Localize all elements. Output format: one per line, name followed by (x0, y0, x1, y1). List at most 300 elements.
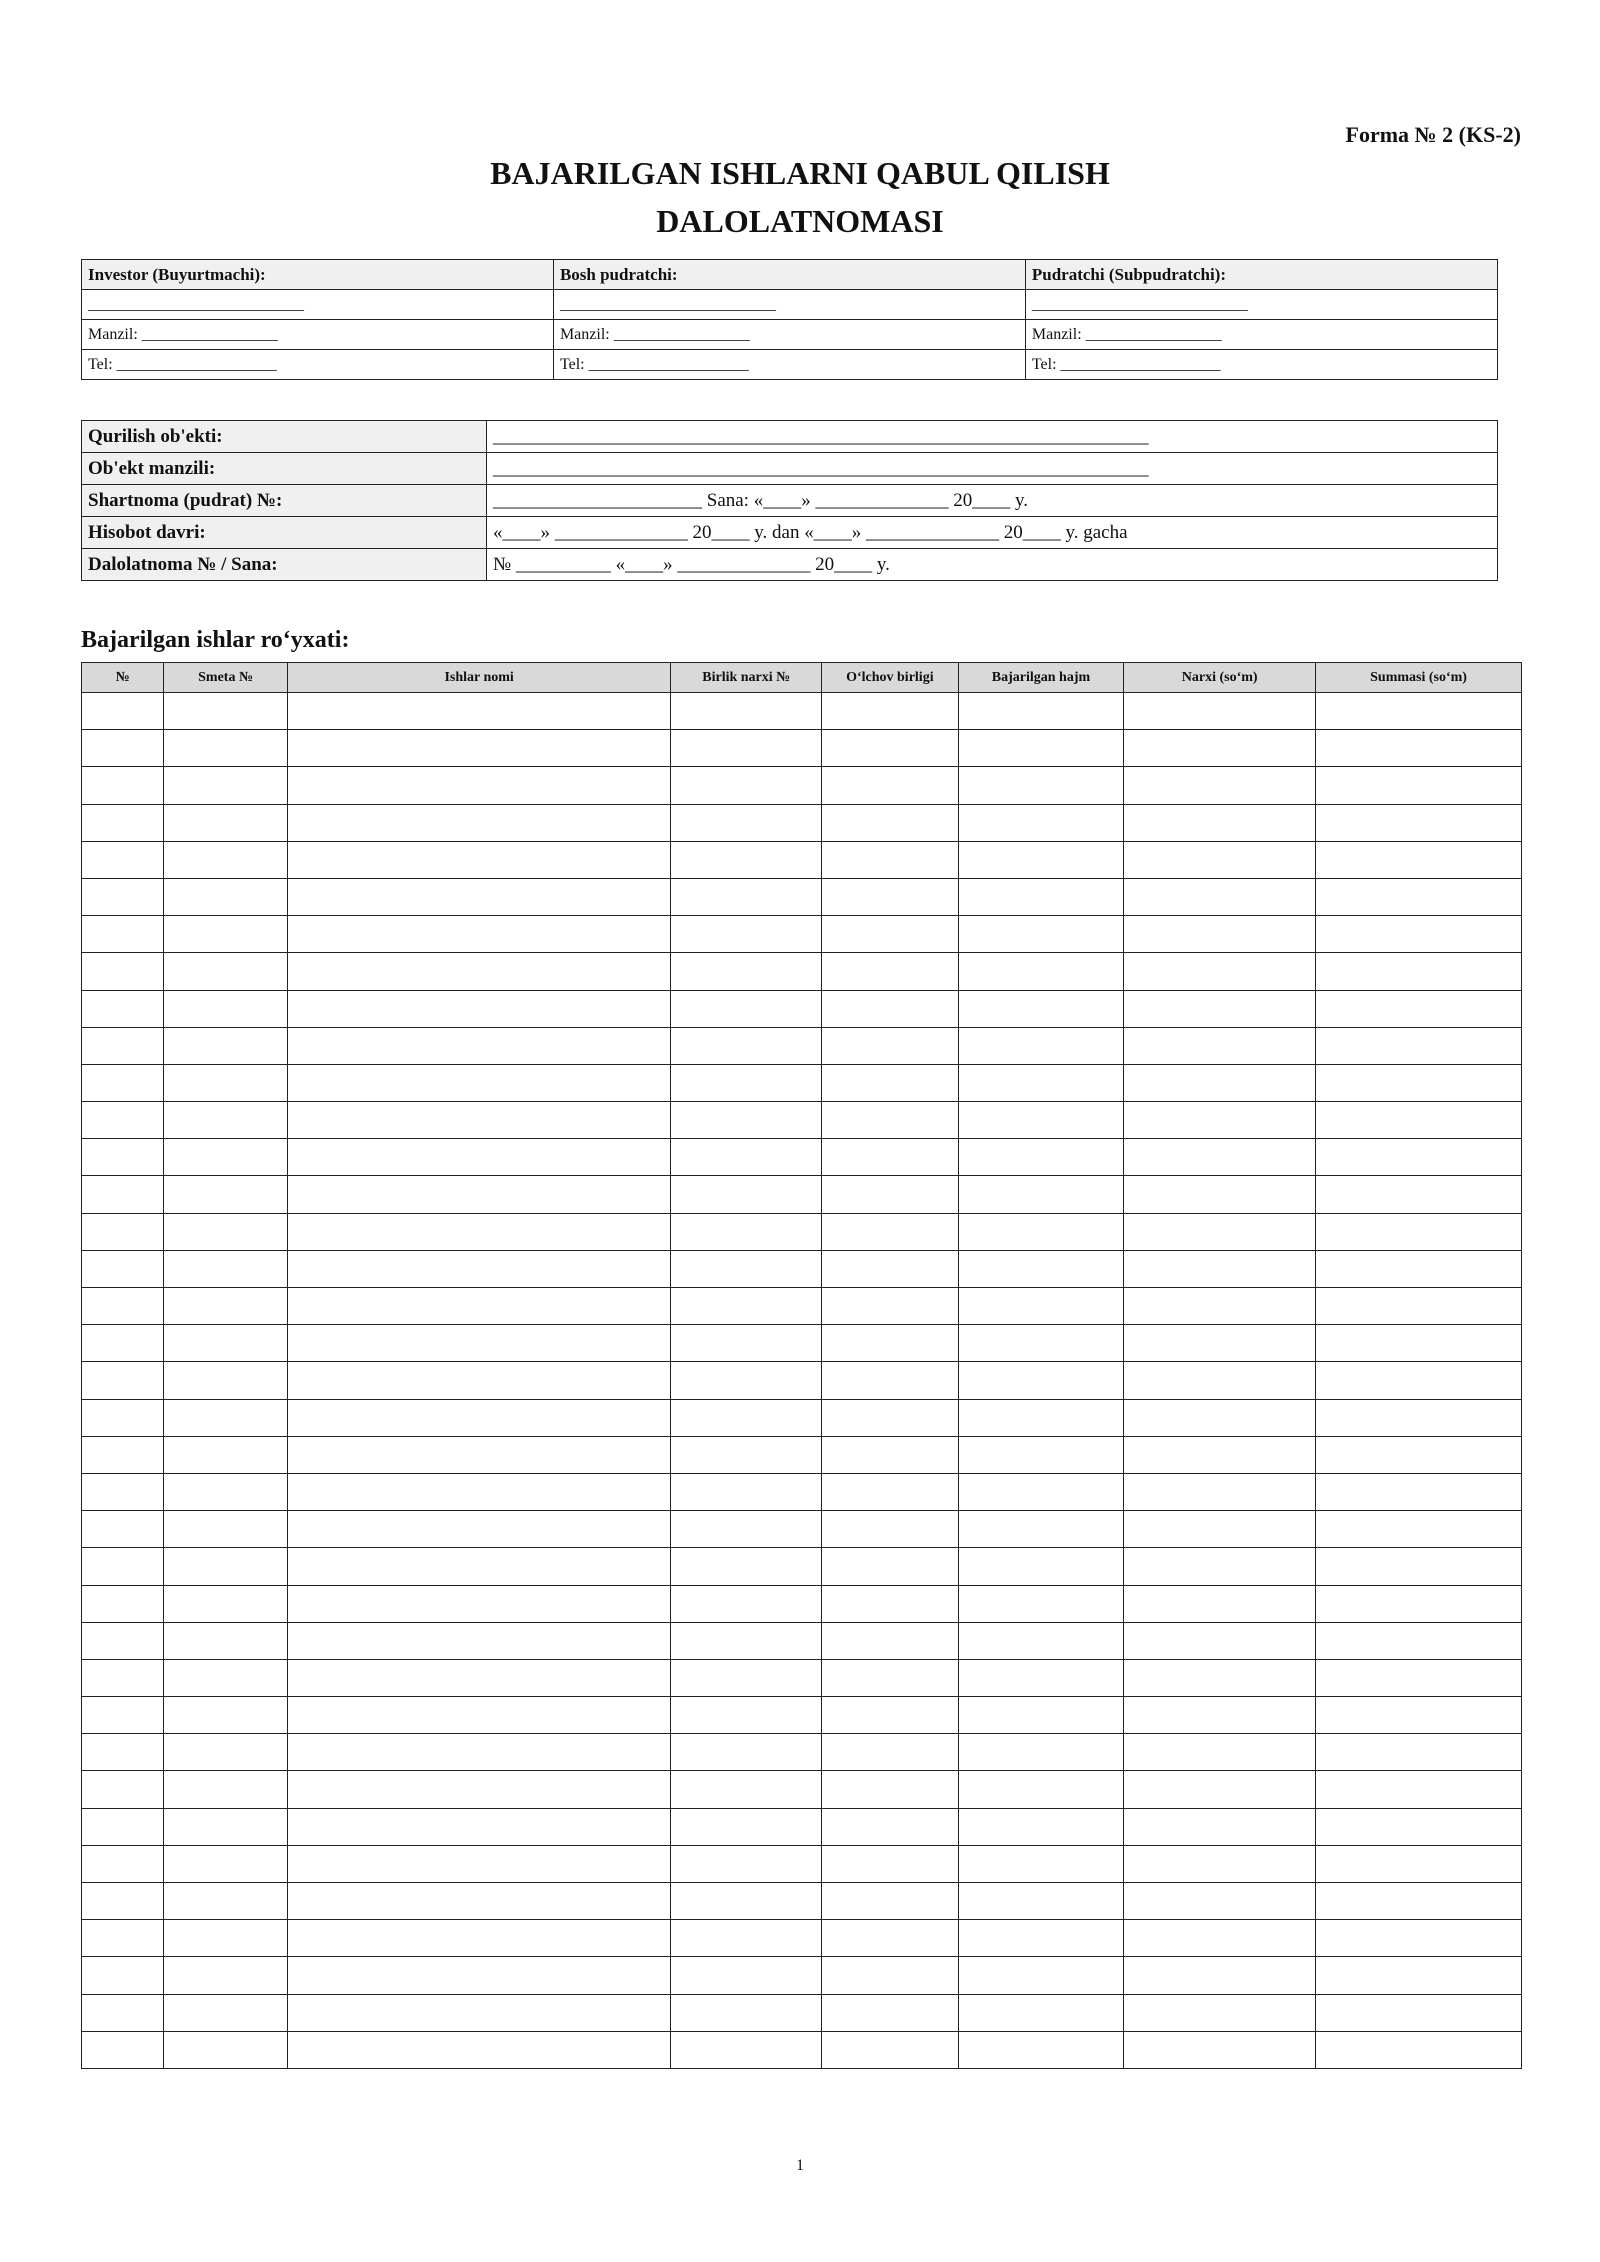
table-cell[interactable] (671, 1250, 822, 1287)
table-cell[interactable] (1316, 1920, 1522, 1957)
table-cell[interactable] (671, 1176, 822, 1213)
investor-name-field[interactable]: ___________________________ (82, 290, 554, 320)
table-cell[interactable] (822, 2031, 959, 2068)
table-cell[interactable] (671, 693, 822, 730)
table-cell[interactable] (1316, 1436, 1522, 1473)
table-cell[interactable] (164, 1250, 288, 1287)
table-cell[interactable] (671, 1771, 822, 1808)
table-cell[interactable] (958, 1250, 1124, 1287)
table-cell[interactable] (82, 1808, 164, 1845)
table-cell[interactable] (671, 767, 822, 804)
table-cell[interactable] (671, 916, 822, 953)
table-cell[interactable] (1124, 1957, 1316, 1994)
table-cell[interactable] (1124, 1399, 1316, 1436)
table-cell[interactable] (1124, 1659, 1316, 1696)
table-cell[interactable] (82, 1845, 164, 1882)
table-cell[interactable] (671, 1362, 822, 1399)
table-cell[interactable] (1316, 1325, 1522, 1362)
table-cell[interactable] (958, 1436, 1124, 1473)
table-cell[interactable] (958, 730, 1124, 767)
table-cell[interactable] (82, 1399, 164, 1436)
table-cell[interactable] (1124, 1734, 1316, 1771)
table-cell[interactable] (1124, 953, 1316, 990)
table-cell[interactable] (82, 1213, 164, 1250)
table-cell[interactable] (1124, 1064, 1316, 1101)
table-cell[interactable] (287, 1734, 671, 1771)
table-cell[interactable] (164, 1288, 288, 1325)
table-cell[interactable] (287, 1511, 671, 1548)
table-cell[interactable] (1124, 1473, 1316, 1510)
table-cell[interactable] (1124, 1362, 1316, 1399)
table-cell[interactable] (958, 1325, 1124, 1362)
table-cell[interactable] (822, 1473, 959, 1510)
table-cell[interactable] (1124, 693, 1316, 730)
table-cell[interactable] (1124, 1511, 1316, 1548)
table-cell[interactable] (671, 1102, 822, 1139)
table-cell[interactable] (671, 878, 822, 915)
table-cell[interactable] (82, 990, 164, 1027)
table-cell[interactable] (287, 1399, 671, 1436)
table-cell[interactable] (82, 1362, 164, 1399)
table-cell[interactable] (958, 1362, 1124, 1399)
table-cell[interactable] (671, 1027, 822, 1064)
table-cell[interactable] (958, 1399, 1124, 1436)
table-cell[interactable] (164, 730, 288, 767)
table-cell[interactable] (1316, 767, 1522, 804)
table-cell[interactable] (671, 1883, 822, 1920)
table-cell[interactable] (1124, 1139, 1316, 1176)
table-cell[interactable] (1316, 1176, 1522, 1213)
table-cell[interactable] (82, 1994, 164, 2031)
table-cell[interactable] (958, 1288, 1124, 1325)
table-cell[interactable] (164, 1102, 288, 1139)
table-cell[interactable] (1124, 841, 1316, 878)
table-cell[interactable] (822, 1250, 959, 1287)
table-cell[interactable] (1316, 916, 1522, 953)
table-cell[interactable] (958, 1994, 1124, 2031)
table-cell[interactable] (164, 1362, 288, 1399)
table-cell[interactable] (82, 730, 164, 767)
table-cell[interactable] (822, 693, 959, 730)
table-cell[interactable] (164, 1697, 288, 1734)
table-cell[interactable] (1124, 1697, 1316, 1734)
general-contractor-address-field[interactable]: Manzil: _________________ (553, 320, 1025, 350)
general-contractor-name-field[interactable]: ___________________________ (553, 290, 1025, 320)
table-cell[interactable] (822, 1548, 959, 1585)
table-cell[interactable] (671, 1845, 822, 1882)
table-cell[interactable] (287, 1845, 671, 1882)
table-cell[interactable] (82, 1511, 164, 1548)
table-cell[interactable] (822, 1511, 959, 1548)
table-cell[interactable] (1316, 1697, 1522, 1734)
table-cell[interactable] (822, 1064, 959, 1101)
table-cell[interactable] (822, 878, 959, 915)
table-cell[interactable] (671, 1808, 822, 1845)
table-cell[interactable] (82, 1622, 164, 1659)
table-cell[interactable] (958, 1213, 1124, 1250)
table-cell[interactable] (1316, 1845, 1522, 1882)
table-cell[interactable] (958, 1064, 1124, 1101)
table-cell[interactable] (287, 693, 671, 730)
table-cell[interactable] (164, 693, 288, 730)
table-cell[interactable] (287, 767, 671, 804)
table-cell[interactable] (1316, 1734, 1522, 1771)
table-cell[interactable] (671, 1659, 822, 1696)
table-cell[interactable] (958, 804, 1124, 841)
table-cell[interactable] (1124, 1436, 1316, 1473)
table-cell[interactable] (287, 1622, 671, 1659)
table-cell[interactable] (671, 1213, 822, 1250)
table-cell[interactable] (1316, 730, 1522, 767)
table-cell[interactable] (958, 1473, 1124, 1510)
table-cell[interactable] (958, 1548, 1124, 1585)
table-cell[interactable] (287, 730, 671, 767)
table-cell[interactable] (822, 730, 959, 767)
table-cell[interactable] (287, 1213, 671, 1250)
table-cell[interactable] (287, 953, 671, 990)
table-cell[interactable] (958, 1734, 1124, 1771)
table-cell[interactable] (1316, 1883, 1522, 1920)
table-cell[interactable] (1124, 1548, 1316, 1585)
table-cell[interactable] (287, 1585, 671, 1622)
table-cell[interactable] (1316, 953, 1522, 990)
table-cell[interactable] (164, 990, 288, 1027)
table-cell[interactable] (1316, 1622, 1522, 1659)
table-cell[interactable] (287, 1697, 671, 1734)
table-cell[interactable] (1316, 841, 1522, 878)
table-cell[interactable] (82, 1734, 164, 1771)
table-cell[interactable] (1124, 767, 1316, 804)
table-cell[interactable] (671, 1957, 822, 1994)
table-cell[interactable] (287, 990, 671, 1027)
table-cell[interactable] (1316, 1585, 1522, 1622)
table-cell[interactable] (164, 1213, 288, 1250)
table-cell[interactable] (671, 2031, 822, 2068)
table-cell[interactable] (287, 1808, 671, 1845)
table-cell[interactable] (1124, 1250, 1316, 1287)
table-cell[interactable] (1316, 1288, 1522, 1325)
table-cell[interactable] (287, 1436, 671, 1473)
subcontractor-address-field[interactable]: Manzil: _________________ (1025, 320, 1497, 350)
table-cell[interactable] (822, 916, 959, 953)
table-cell[interactable] (822, 1362, 959, 1399)
table-cell[interactable] (164, 1659, 288, 1696)
investor-phone-field[interactable]: Tel: ____________________ (82, 350, 554, 380)
table-cell[interactable] (82, 1920, 164, 1957)
table-cell[interactable] (822, 1994, 959, 2031)
table-cell[interactable] (958, 1659, 1124, 1696)
table-cell[interactable] (287, 1362, 671, 1399)
table-cell[interactable] (671, 1920, 822, 1957)
table-cell[interactable] (287, 1027, 671, 1064)
table-cell[interactable] (671, 1473, 822, 1510)
table-cell[interactable] (1124, 1808, 1316, 1845)
table-cell[interactable] (1124, 1994, 1316, 2031)
table-cell[interactable] (671, 1064, 822, 1101)
table-cell[interactable] (822, 1622, 959, 1659)
table-cell[interactable] (1316, 1139, 1522, 1176)
table-cell[interactable] (671, 1288, 822, 1325)
table-cell[interactable] (164, 878, 288, 915)
table-cell[interactable] (822, 804, 959, 841)
table-cell[interactable] (822, 1920, 959, 1957)
table-cell[interactable] (671, 1325, 822, 1362)
table-cell[interactable] (164, 1994, 288, 2031)
table-cell[interactable] (1316, 1808, 1522, 1845)
table-cell[interactable] (822, 1102, 959, 1139)
table-cell[interactable] (1124, 1102, 1316, 1139)
table-cell[interactable] (164, 1139, 288, 1176)
construction-object-field[interactable]: _____________________________________________________________________ (487, 421, 1498, 453)
table-cell[interactable] (822, 953, 959, 990)
table-cell[interactable] (958, 2031, 1124, 2068)
table-cell[interactable] (164, 1883, 288, 1920)
table-cell[interactable] (822, 1399, 959, 1436)
table-cell[interactable] (164, 804, 288, 841)
table-cell[interactable] (1316, 1027, 1522, 1064)
table-cell[interactable] (1124, 1585, 1316, 1622)
table-cell[interactable] (164, 841, 288, 878)
table-cell[interactable] (958, 1027, 1124, 1064)
table-cell[interactable] (287, 1325, 671, 1362)
table-cell[interactable] (82, 1436, 164, 1473)
table-cell[interactable] (164, 1511, 288, 1548)
table-cell[interactable] (671, 1994, 822, 2031)
table-cell[interactable] (164, 1473, 288, 1510)
table-cell[interactable] (958, 1622, 1124, 1659)
table-cell[interactable] (1124, 1213, 1316, 1250)
table-cell[interactable] (287, 1176, 671, 1213)
table-cell[interactable] (82, 1548, 164, 1585)
table-cell[interactable] (671, 841, 822, 878)
table-cell[interactable] (1316, 1362, 1522, 1399)
table-cell[interactable] (958, 1139, 1124, 1176)
table-cell[interactable] (1124, 2031, 1316, 2068)
table-cell[interactable] (822, 1883, 959, 1920)
table-cell[interactable] (164, 953, 288, 990)
table-cell[interactable] (164, 767, 288, 804)
table-cell[interactable] (1316, 1399, 1522, 1436)
table-cell[interactable] (164, 1957, 288, 1994)
table-cell[interactable] (1316, 804, 1522, 841)
table-cell[interactable] (164, 1585, 288, 1622)
table-cell[interactable] (82, 953, 164, 990)
table-cell[interactable] (1316, 1511, 1522, 1548)
subcontractor-phone-field[interactable]: Tel: ____________________ (1025, 350, 1497, 380)
table-cell[interactable] (1124, 804, 1316, 841)
table-cell[interactable] (671, 1436, 822, 1473)
table-cell[interactable] (958, 1102, 1124, 1139)
table-cell[interactable] (671, 953, 822, 990)
table-cell[interactable] (958, 878, 1124, 915)
table-cell[interactable] (958, 767, 1124, 804)
table-cell[interactable] (958, 1883, 1124, 1920)
table-cell[interactable] (822, 1659, 959, 1696)
table-cell[interactable] (958, 953, 1124, 990)
table-cell[interactable] (287, 2031, 671, 2068)
table-cell[interactable] (1316, 878, 1522, 915)
table-cell[interactable] (958, 1845, 1124, 1882)
object-address-field[interactable]: _____________________________________________________________________ (487, 453, 1498, 485)
table-cell[interactable] (287, 1994, 671, 2031)
table-cell[interactable] (82, 2031, 164, 2068)
table-cell[interactable] (1316, 1473, 1522, 1510)
table-cell[interactable] (1316, 1994, 1522, 2031)
table-cell[interactable] (1316, 693, 1522, 730)
table-cell[interactable] (164, 1064, 288, 1101)
table-cell[interactable] (164, 1176, 288, 1213)
table-cell[interactable] (1316, 1957, 1522, 1994)
table-cell[interactable] (822, 1734, 959, 1771)
table-cell[interactable] (82, 693, 164, 730)
table-cell[interactable] (164, 2031, 288, 2068)
table-cell[interactable] (82, 916, 164, 953)
table-cell[interactable] (82, 1250, 164, 1287)
table-cell[interactable] (287, 1473, 671, 1510)
table-cell[interactable] (164, 1920, 288, 1957)
table-cell[interactable] (958, 1176, 1124, 1213)
table-cell[interactable] (164, 1622, 288, 1659)
table-cell[interactable] (958, 693, 1124, 730)
contract-number-field[interactable]: ______________________ Sana: «____» ______________ 20____ y. (487, 485, 1498, 517)
table-cell[interactable] (1316, 2031, 1522, 2068)
table-cell[interactable] (1316, 1102, 1522, 1139)
table-cell[interactable] (164, 916, 288, 953)
table-cell[interactable] (1316, 1213, 1522, 1250)
table-cell[interactable] (1124, 878, 1316, 915)
table-cell[interactable] (822, 1213, 959, 1250)
table-cell[interactable] (287, 878, 671, 915)
table-cell[interactable] (1316, 1064, 1522, 1101)
table-cell[interactable] (1124, 1883, 1316, 1920)
table-cell[interactable] (822, 1957, 959, 1994)
table-cell[interactable] (82, 841, 164, 878)
table-cell[interactable] (164, 1325, 288, 1362)
table-cell[interactable] (822, 1771, 959, 1808)
table-cell[interactable] (287, 1957, 671, 1994)
table-cell[interactable] (164, 1845, 288, 1882)
table-cell[interactable] (822, 1027, 959, 1064)
general-contractor-phone-field[interactable]: Tel: ____________________ (553, 350, 1025, 380)
table-cell[interactable] (287, 1771, 671, 1808)
table-cell[interactable] (822, 1288, 959, 1325)
table-cell[interactable] (958, 1511, 1124, 1548)
table-cell[interactable] (958, 916, 1124, 953)
table-cell[interactable] (287, 1250, 671, 1287)
table-cell[interactable] (1124, 1176, 1316, 1213)
table-cell[interactable] (287, 1659, 671, 1696)
table-cell[interactable] (1124, 1325, 1316, 1362)
act-number-date-field[interactable]: № __________ «____» ______________ 20____ y. (487, 549, 1498, 581)
table-cell[interactable] (82, 1288, 164, 1325)
table-cell[interactable] (1124, 730, 1316, 767)
table-cell[interactable] (287, 1883, 671, 1920)
table-cell[interactable] (671, 1399, 822, 1436)
table-cell[interactable] (287, 1139, 671, 1176)
table-cell[interactable] (164, 1436, 288, 1473)
table-cell[interactable] (671, 1734, 822, 1771)
table-cell[interactable] (822, 1845, 959, 1882)
table-cell[interactable] (82, 1176, 164, 1213)
table-cell[interactable] (671, 1511, 822, 1548)
table-cell[interactable] (164, 1771, 288, 1808)
table-cell[interactable] (82, 1883, 164, 1920)
table-cell[interactable] (1124, 1027, 1316, 1064)
table-cell[interactable] (822, 1436, 959, 1473)
table-cell[interactable] (958, 990, 1124, 1027)
table-cell[interactable] (82, 1957, 164, 1994)
table-cell[interactable] (287, 1548, 671, 1585)
table-cell[interactable] (1316, 990, 1522, 1027)
table-cell[interactable] (1124, 1771, 1316, 1808)
table-cell[interactable] (958, 1585, 1124, 1622)
table-cell[interactable] (822, 767, 959, 804)
table-cell[interactable] (82, 804, 164, 841)
table-cell[interactable] (1316, 1548, 1522, 1585)
table-cell[interactable] (164, 1734, 288, 1771)
table-cell[interactable] (822, 1139, 959, 1176)
table-cell[interactable] (164, 1027, 288, 1064)
table-cell[interactable] (287, 841, 671, 878)
table-cell[interactable] (1124, 1622, 1316, 1659)
table-cell[interactable] (1124, 916, 1316, 953)
table-cell[interactable] (822, 990, 959, 1027)
table-cell[interactable] (1124, 1845, 1316, 1882)
table-cell[interactable] (958, 1957, 1124, 1994)
table-cell[interactable] (671, 1622, 822, 1659)
table-cell[interactable] (287, 916, 671, 953)
table-cell[interactable] (1124, 1920, 1316, 1957)
table-cell[interactable] (82, 1473, 164, 1510)
table-cell[interactable] (164, 1399, 288, 1436)
table-cell[interactable] (82, 1139, 164, 1176)
table-cell[interactable] (822, 1176, 959, 1213)
table-cell[interactable] (82, 878, 164, 915)
subcontractor-name-field[interactable]: ___________________________ (1025, 290, 1497, 320)
table-cell[interactable] (82, 1027, 164, 1064)
table-cell[interactable] (1124, 1288, 1316, 1325)
table-cell[interactable] (671, 804, 822, 841)
table-cell[interactable] (164, 1548, 288, 1585)
table-cell[interactable] (822, 1585, 959, 1622)
table-cell[interactable] (671, 1697, 822, 1734)
table-cell[interactable] (958, 1920, 1124, 1957)
table-cell[interactable] (671, 1585, 822, 1622)
table-cell[interactable] (164, 1808, 288, 1845)
table-cell[interactable] (82, 1325, 164, 1362)
table-cell[interactable] (671, 1139, 822, 1176)
table-cell[interactable] (822, 1808, 959, 1845)
table-cell[interactable] (82, 1771, 164, 1808)
table-cell[interactable] (671, 730, 822, 767)
table-cell[interactable] (1124, 990, 1316, 1027)
table-cell[interactable] (1316, 1250, 1522, 1287)
table-cell[interactable] (82, 1102, 164, 1139)
table-cell[interactable] (287, 1288, 671, 1325)
table-cell[interactable] (287, 1920, 671, 1957)
table-cell[interactable] (82, 767, 164, 804)
table-cell[interactable] (82, 1659, 164, 1696)
table-cell[interactable] (958, 1697, 1124, 1734)
table-cell[interactable] (958, 1808, 1124, 1845)
table-cell[interactable] (958, 841, 1124, 878)
table-cell[interactable] (287, 1102, 671, 1139)
table-cell[interactable] (671, 990, 822, 1027)
table-cell[interactable] (822, 1697, 959, 1734)
table-cell[interactable] (822, 841, 959, 878)
table-cell[interactable] (82, 1064, 164, 1101)
table-cell[interactable] (1316, 1771, 1522, 1808)
